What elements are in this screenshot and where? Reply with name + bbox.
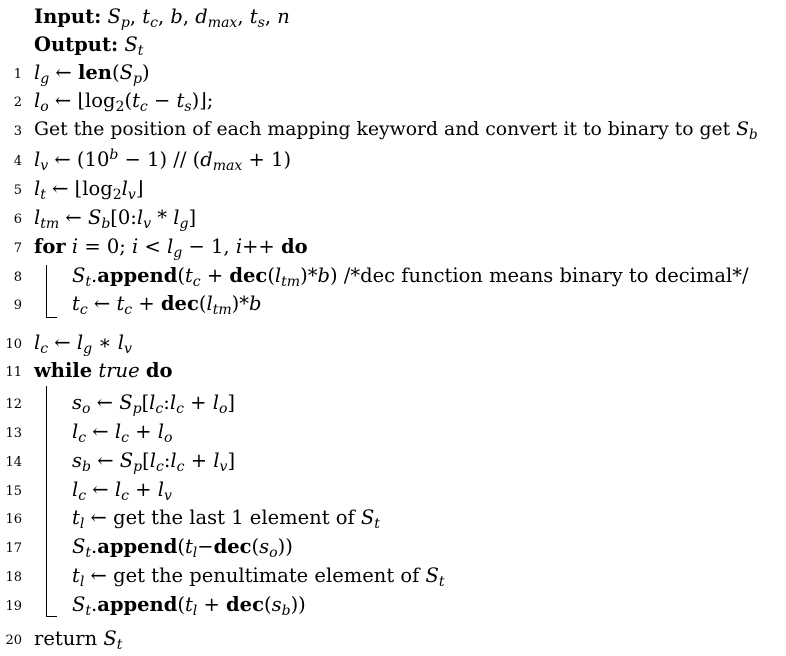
line-number: 12 [5,397,22,412]
line-number: 6 [13,212,22,227]
for-block-bracket-foot [46,317,57,318]
append-keyword: append [97,264,178,287]
line3-text: Get the position of each mapping keyword and convert it to binary to get [34,119,731,140]
line-number: 1 [13,67,22,82]
true-keyword: true [98,359,140,382]
line16-text: get the last 1 element of [113,506,355,529]
append-keyword: append [97,593,178,616]
line-number: 3 [13,124,22,139]
line-number: 18 [5,570,22,585]
do-keyword: do [280,235,308,258]
line-number: 16 [5,512,22,527]
input-label: Input: [34,5,102,28]
line18-text: get the penultimate element of [113,564,420,587]
dec-keyword: dec [229,264,268,287]
line-number: 2 [13,95,22,110]
line-number: 20 [5,633,22,648]
return-keyword: return [34,627,98,650]
line-number: 13 [5,426,22,441]
line-number: 9 [13,298,22,313]
for-keyword: for [34,235,66,258]
dec-keyword: dec [160,292,199,315]
while-keyword: while [34,359,93,382]
dec-keyword: dec [226,593,264,616]
line-number: 8 [13,270,22,285]
log-keyword: log [85,89,116,112]
algorithm-page: Input: $S_p$, $t_c$, b, $d_{max}$, $t_s$, n Output: $S_t$ 1 $l_g$ ← $len(S_p)$ 2 $l_o$ ← $⌊\log_2(t_c$ − $t_s)⌋$; 3 Get the position of each mapping keyword and convert it to binary to get $S_b$ 4 $l_v$ ← $(10^b - 1) // (d_{max} + 1)$ 5 $l_t$ ← $⌊\log_2l_v⌋$ 6 $l_{tm}$ ← $S_b[0:l_v * l_g]$ 7 for i = 0; $i < l_g - 1$, i++ do 8 $S_t.append(t_c + dec(l_{tm})*b)$ /*dec function means binary to decimal*/ 9 $t_c$ ← $t_c + dec(l_{tm})*b$ 10 $l_c$ ← $l_g$ ∗ $l_v$ 11 while true do 12 $s_o$ ← $S_p[l_c:l_c + l_o]$ 13 $l_c$ ← $l_c + l_o$ 14 $s_b$ ← $S_p[l_c:l_c + l_v]$ 15 $l_c$ ← $l_c + l_v$ 16 $t_l$ ← get the last 1 element of $S_t$ 17 $S_t.append(t_l-dec(s_o))$ 18 $t_l$ ← get the penultimate element of $S_t$ 19 $S_t.append(t_l + dec(s_b))$ 20 return $S_t$ [0,0,786,654]
for-block-bracket [46,265,47,317]
line-number: 5 [13,183,22,198]
line-number: 15 [5,484,22,499]
line-number: 11 [5,365,22,380]
do-keyword: do [145,359,173,382]
while-block-bracket [46,386,47,616]
append-keyword: append [97,535,178,558]
dec-keyword: dec [213,535,252,558]
line-number: 4 [13,154,22,169]
log-keyword: log [82,177,113,200]
line-number: 17 [5,541,22,556]
output-label: Output: [34,33,119,56]
dec-comment: /*dec function means binary to decimal*/ [343,264,749,287]
line-number: 7 [13,241,22,256]
len-keyword: len [77,61,112,84]
line-number: 14 [5,455,22,470]
line-number: 19 [5,599,22,614]
line-number: 10 [5,337,22,352]
while-block-bracket-foot [46,616,57,617]
